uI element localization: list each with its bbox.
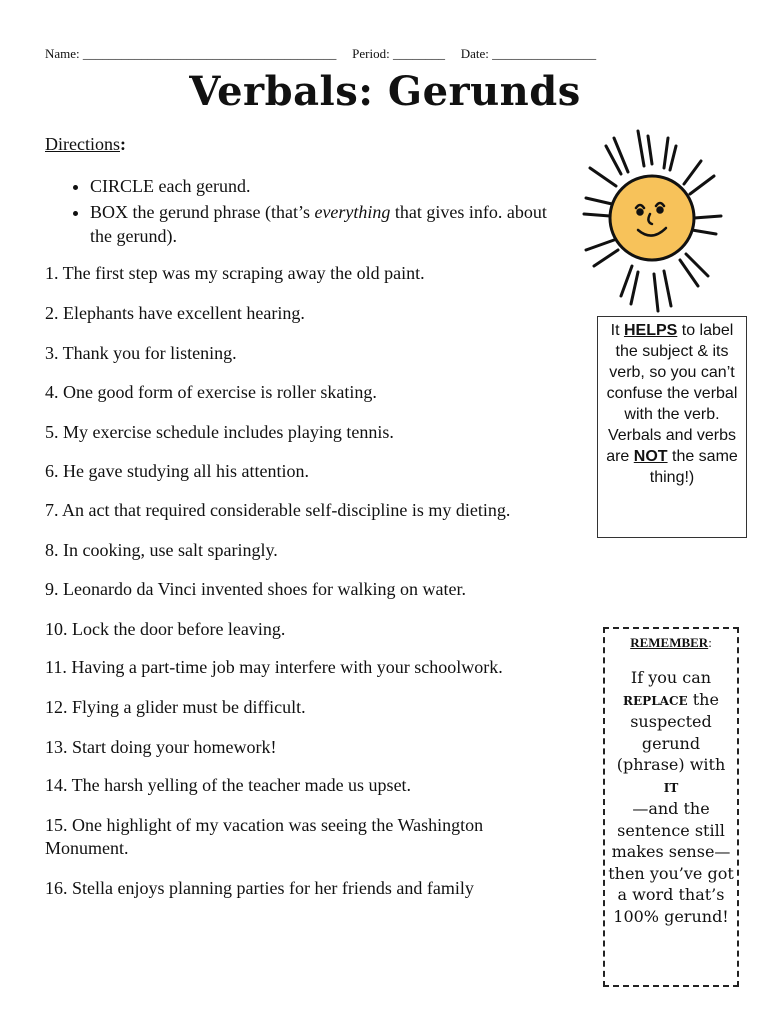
name-field[interactable]: Name: _______________________________________ xyxy=(45,46,337,61)
it-emphasis: it xyxy=(663,776,679,797)
directions-label: Directions xyxy=(45,134,120,154)
remember-text: If you can replace the suspected gerund (phrase) with it —and the sentence still makes sense—then you’ve got a word that’s 100% gerund! xyxy=(608,668,734,926)
question-11: 11. Having a part-time job may interfere with your schoolwork. xyxy=(45,657,503,677)
question-16: 16. Stella enjoys planning parties for her friends and family xyxy=(45,878,474,898)
remember-title: REMEMBER: xyxy=(630,635,712,650)
question-3: 3. Thank you for listening. xyxy=(45,343,237,363)
helps-emphasis: HELPS xyxy=(623,322,678,339)
tip-callout: It HELPS to label the subject & its verb, so you can’t confuse the verbal with the verb. Verbals and verbs are NOT the same thing!) xyxy=(597,316,747,538)
question-2: 2. Elephants have excellent hearing. xyxy=(45,303,305,323)
question-7: 7. An act that required considerable self-discipline is my dieting. xyxy=(45,500,511,520)
worksheet-title: Verbals: Gerunds xyxy=(189,68,581,115)
question-6: 6. He gave studying all his attention. xyxy=(45,461,309,481)
question-1: 1. The first step was my scraping away the old paint. xyxy=(45,263,425,283)
question-15: 15. One highlight of my vacation was seeing the Washington Monument. xyxy=(45,815,484,858)
question-5: 5. My exercise schedule includes playing tennis. xyxy=(45,422,394,442)
direction-item: • BOX the gerund phrase (that’s everything that gives info. about the gerund). xyxy=(90,200,570,248)
question-13: 13. Start doing your homework! xyxy=(45,737,277,757)
directions-list xyxy=(44,174,570,250)
period-field[interactable]: Period: ________ xyxy=(352,46,445,61)
date-field[interactable]: Date: ________________ xyxy=(460,46,597,61)
question-12: 12. Flying a glider must be difficult. xyxy=(45,697,306,717)
question-8: 8. In cooking, use salt sparingly. xyxy=(45,540,278,560)
question-9: 9. Leonardo da Vinci invented shoes for walking on water. xyxy=(45,579,466,599)
directions-heading: Directions: xyxy=(45,134,126,154)
replace-emphasis: replace xyxy=(623,689,688,710)
question-10: 10. Lock the door before leaving. xyxy=(45,619,286,639)
smiling-sun-icon xyxy=(576,126,726,316)
student-info-line xyxy=(45,46,725,62)
remember-callout xyxy=(603,627,739,987)
direction-item: • CIRCLE each gerund. xyxy=(90,174,570,198)
not-emphasis: NOT xyxy=(633,448,668,465)
question-4: 4. One good form of exercise is roller skating. xyxy=(45,382,377,402)
question-14: 14. The harsh yelling of the teacher made us upset. xyxy=(45,775,412,795)
